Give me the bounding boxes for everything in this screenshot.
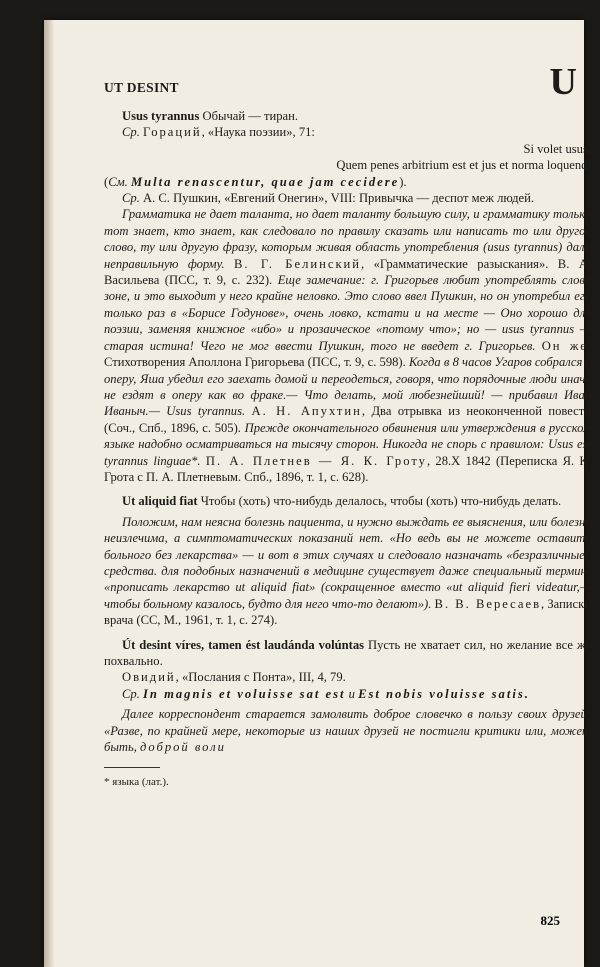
author-name: П. А. Плетнев — Я. К. Гроту (205, 453, 427, 468)
quotation-text: Еще замечание: г. Григорьев любит употреблять слово зоне, и это выходит у него крайне неловко. Это слово ввел Пушкин, но он употребил его только раз в «Борисе Годунове», очень ловко, кстати и на месте — Оно хорошо для поэзии, заменяя книжное «ибо» и прозаическое «потому что»; но — usus tyrannus — старая истина! Чего не мог ввести Пушкин, того не введет г. Григорьев. (104, 273, 591, 353)
quotation-text: Грамматика не дает таланта, но дает таланту большую силу, и грамматику только тот знает, кто знает, как следовало по правилу сказать или написать то или другое слово, ту или другую фразу, которым живая область употребления (usus tyrannus) дала неправильную форму. (104, 207, 591, 271)
quotation-block (104, 206, 591, 485)
author-name: Гораций (143, 125, 202, 140)
source-line (104, 669, 591, 685)
quotation-text: доброй воли (140, 740, 226, 755)
author-name: В. Г. Белинский (233, 256, 362, 271)
author-name: Он же (541, 338, 588, 353)
quotation-block (104, 706, 591, 755)
source-text: , «Послания с Понта», III, 4, 79. (175, 670, 346, 685)
page-spine-shadow (44, 20, 54, 967)
entry-ut-aliquid-fiat (104, 493, 591, 628)
entry-head (104, 108, 591, 124)
footnote: * языка (лат.). (104, 776, 169, 789)
cf-label: Ср. (122, 686, 140, 701)
verse-line: Quem penes arbitrium est et jus et norma loquendi (336, 158, 591, 173)
cross-reference: Multa renascentur, quae jam cecidere (130, 174, 400, 189)
see-open: ( (104, 174, 109, 189)
source-text: , Стихотворения Аполлона Григорьева (ПСС, т. 9, с. 598). (104, 338, 591, 370)
quotation-text: Положим, нам неясна болезнь пациента, и нужно выждать ее выяснения, или болезнь неизлечима, а симптоматических показаний нет. «Но ведь вы не можете оставить больного без лекарства» — и вот в этих случаях и следовало назначать «безразличные» средства. для подобных назначений в медицине существует даже специальный термин: «прописать лекарство ut aliquid fiat» (сокращенное вместо «ut aliquid fieri videatur,— чтобы больному казалось, будто для него что-то делают»). (104, 514, 591, 611)
source-text: А. С. Пушкин, «Евгений Онегин», VIII: Привычка — деспот меж людей. (139, 191, 535, 206)
cross-reference: Est nobis voluisse satis. (358, 686, 530, 701)
cf-label: Ср. (122, 191, 140, 206)
see-close: ). (399, 174, 407, 189)
source-text: , 28.X 1842 (Переписка Я. К. Грота с П. А. Плетневым. Спб., 1896, т. 1, с. 628). (104, 453, 591, 484)
entry-head (104, 637, 591, 670)
book-page (44, 20, 591, 967)
quotation-block (104, 514, 591, 629)
author-name: А. Н. Апухтин (251, 404, 362, 419)
section-letter: U (549, 61, 577, 103)
cross-reference: In magnis et voluisse sat est (143, 686, 346, 701)
quotation-text: Далее корреспондент старается замолвить доброе словечко в пользу своих друзей: «Разве, по крайней мере, некоторые из наших друзей не постигли критики или, может быть, (104, 707, 591, 755)
cf-label: Ср. (122, 125, 140, 140)
headword: Usus tyrannus (122, 109, 200, 123)
cf-line (104, 686, 591, 702)
footnote-rule (104, 767, 160, 768)
entry-head (104, 493, 591, 509)
page-number: 825 (540, 913, 560, 928)
cf-line (104, 124, 591, 140)
quotation-text: Прежде окончательного обвинения или утверждения в русском языке надобно осматриваться на тысячу сторон. Никогда не спорь с правилом: Usus est tyrannus linguae*. (104, 420, 591, 468)
entry-ut-desint-vires (104, 637, 591, 756)
translation: Чтобы (хоть) что-нибудь делалось, чтобы (хоть) что-нибудь делать. (197, 494, 562, 509)
see-also-line (104, 174, 591, 190)
author-name: В. В. Вересаев (434, 596, 542, 611)
source-text: , Записки врача (СС, М., 1961, т. 1, с. 274). (104, 596, 591, 628)
verse-line: Si volet usus, (523, 141, 591, 156)
source-text: , «Грамматические разыскания». В. А. Васильева (ПСС, т. 9, с. 232). (104, 256, 591, 288)
see-label: См. (108, 174, 128, 189)
source-text: , «Наука поэзии», 71: (201, 125, 315, 140)
conjunction: и (345, 686, 359, 701)
author-name: Овидий (122, 670, 176, 685)
quotation-text: Когда в 8 часов Угаров собрался в оперу, Яша убедил его заехать домой и переодеться, говоря, что порядочные люди иначе не ездят в оперу как во фраке.— Что делать, мой любезнейший! — прибавил Иван Иваныч.— Usus tyrannus. (104, 355, 591, 419)
headword: Ut aliquid fiat (122, 494, 198, 509)
page-header (104, 62, 591, 106)
entry-usus-tyrannus (104, 108, 591, 485)
running-head: UT DESINT (104, 80, 179, 95)
page-content (104, 62, 591, 791)
source-text: , Два отрывка из неоконченной повести (Соч., Спб., 1896, с. 505). (104, 404, 591, 435)
cf-line (104, 190, 591, 206)
translation: Пусть не хватает сил, но желание все же похвально. (104, 637, 591, 668)
translation: Обычай — тиран. (199, 109, 299, 123)
headword: Út desint víres, tamen ést laudánda volúntas (122, 637, 365, 652)
